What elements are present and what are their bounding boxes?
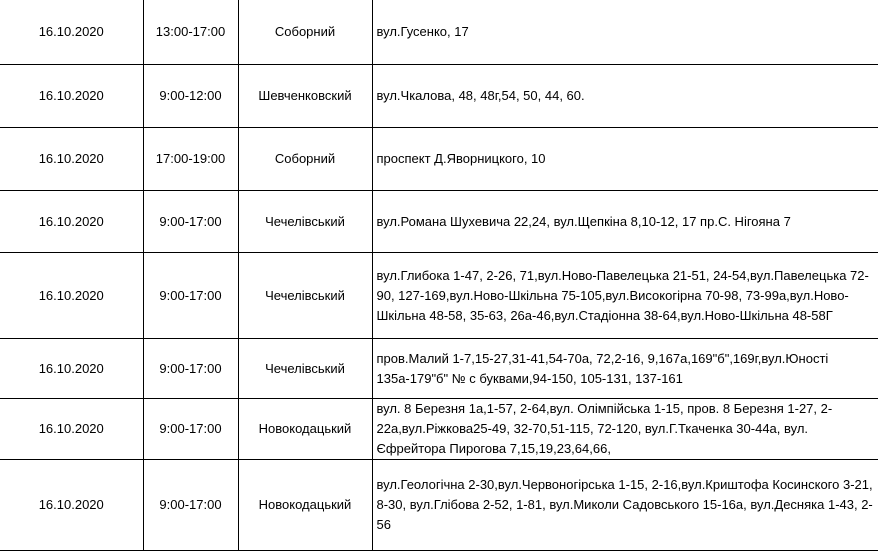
table-row [0,0,878,65]
district-cell: Чечелівський [238,191,372,253]
table-row [0,253,878,339]
table-row [0,399,878,460]
date-cell: 16.10.2020 [0,0,143,65]
table-row [0,65,878,128]
time-cell: 9:00-17:00 [143,191,238,253]
date-cell: 16.10.2020 [0,460,143,551]
table-row [0,339,878,399]
date-cell: 16.10.2020 [0,253,143,339]
district-cell: Чечелівський [238,253,372,339]
table-row [0,191,878,253]
address-cell: проспект Д.Яворницкого, 10 [372,128,878,191]
date-cell: 16.10.2020 [0,191,143,253]
date-cell: 16.10.2020 [0,128,143,191]
district-cell: Новокодацький [238,399,372,460]
time-cell: 9:00-17:00 [143,399,238,460]
address-cell: вул.Гусенко, 17 [372,0,878,65]
time-cell: 9:00-17:00 [143,253,238,339]
district-cell: Соборний [238,128,372,191]
time-cell: 13:00-17:00 [143,0,238,65]
time-cell: 17:00-19:00 [143,128,238,191]
date-cell: 16.10.2020 [0,65,143,128]
address-cell: вул.Геологічна 2-30,вул.Червоногірська 1-15, 2-16,вул.Криштофа Косинского 3-21, 8-30, вул.Глібова 2-52, 1-81, вул.Миколи Садовського 15-16а, вул.Десняка 1-43, 2-56 [372,460,878,551]
district-cell: Соборний [238,0,372,65]
table-row [0,460,878,551]
date-cell: 16.10.2020 [0,399,143,460]
address-cell: вул.Чкалова, 48, 48г,54, 50, 44, 60. [372,65,878,128]
district-cell: Чечелівський [238,339,372,399]
time-cell: 9:00-12:00 [143,65,238,128]
date-cell: 16.10.2020 [0,339,143,399]
address-cell: пров.Малий 1-7,15-27,31-41,54-70а, 72,2-16, 9,167а,169"б",169г,вул.Юності 135а-179"б" № с буквами,94-150, 105-131, 137-161 [372,339,878,399]
table-row [0,128,878,191]
address-cell: вул. 8 Березня 1а,1-57, 2-64,вул. Олімпійська 1-15, пров. 8 Березня 1-27, 2-22а,вул.Ріжкова25-49, 32-70,51-115, 72-120, вул.Г.Ткаченка 30-44а, вул. Єфрейтора Пирогова 7,15,19,23,64,66, [372,399,878,460]
time-cell: 9:00-17:00 [143,460,238,551]
address-cell: вул.Глибока 1-47, 2-26, 71,вул.Ново-Павелецька 21-51, 24-54,вул.Павелецька 72-90, 127-169,вул.Ново-Шкільна 75-105,вул.Високогірна 70-98, 73-99а,вул.Ново-Шкільна 48-58, 35-63, 26а-46,вул.Стадіонна 38-64,вул.Ново-Шкільна 48-58Г [372,253,878,339]
time-cell: 9:00-17:00 [143,339,238,399]
district-cell: Шевченковский [238,65,372,128]
district-cell: Новокодацький [238,460,372,551]
address-cell: вул.Романа Шухевича 22,24, вул.Щепкіна 8,10-12, 17 пр.С. Нігояна 7 [372,191,878,253]
